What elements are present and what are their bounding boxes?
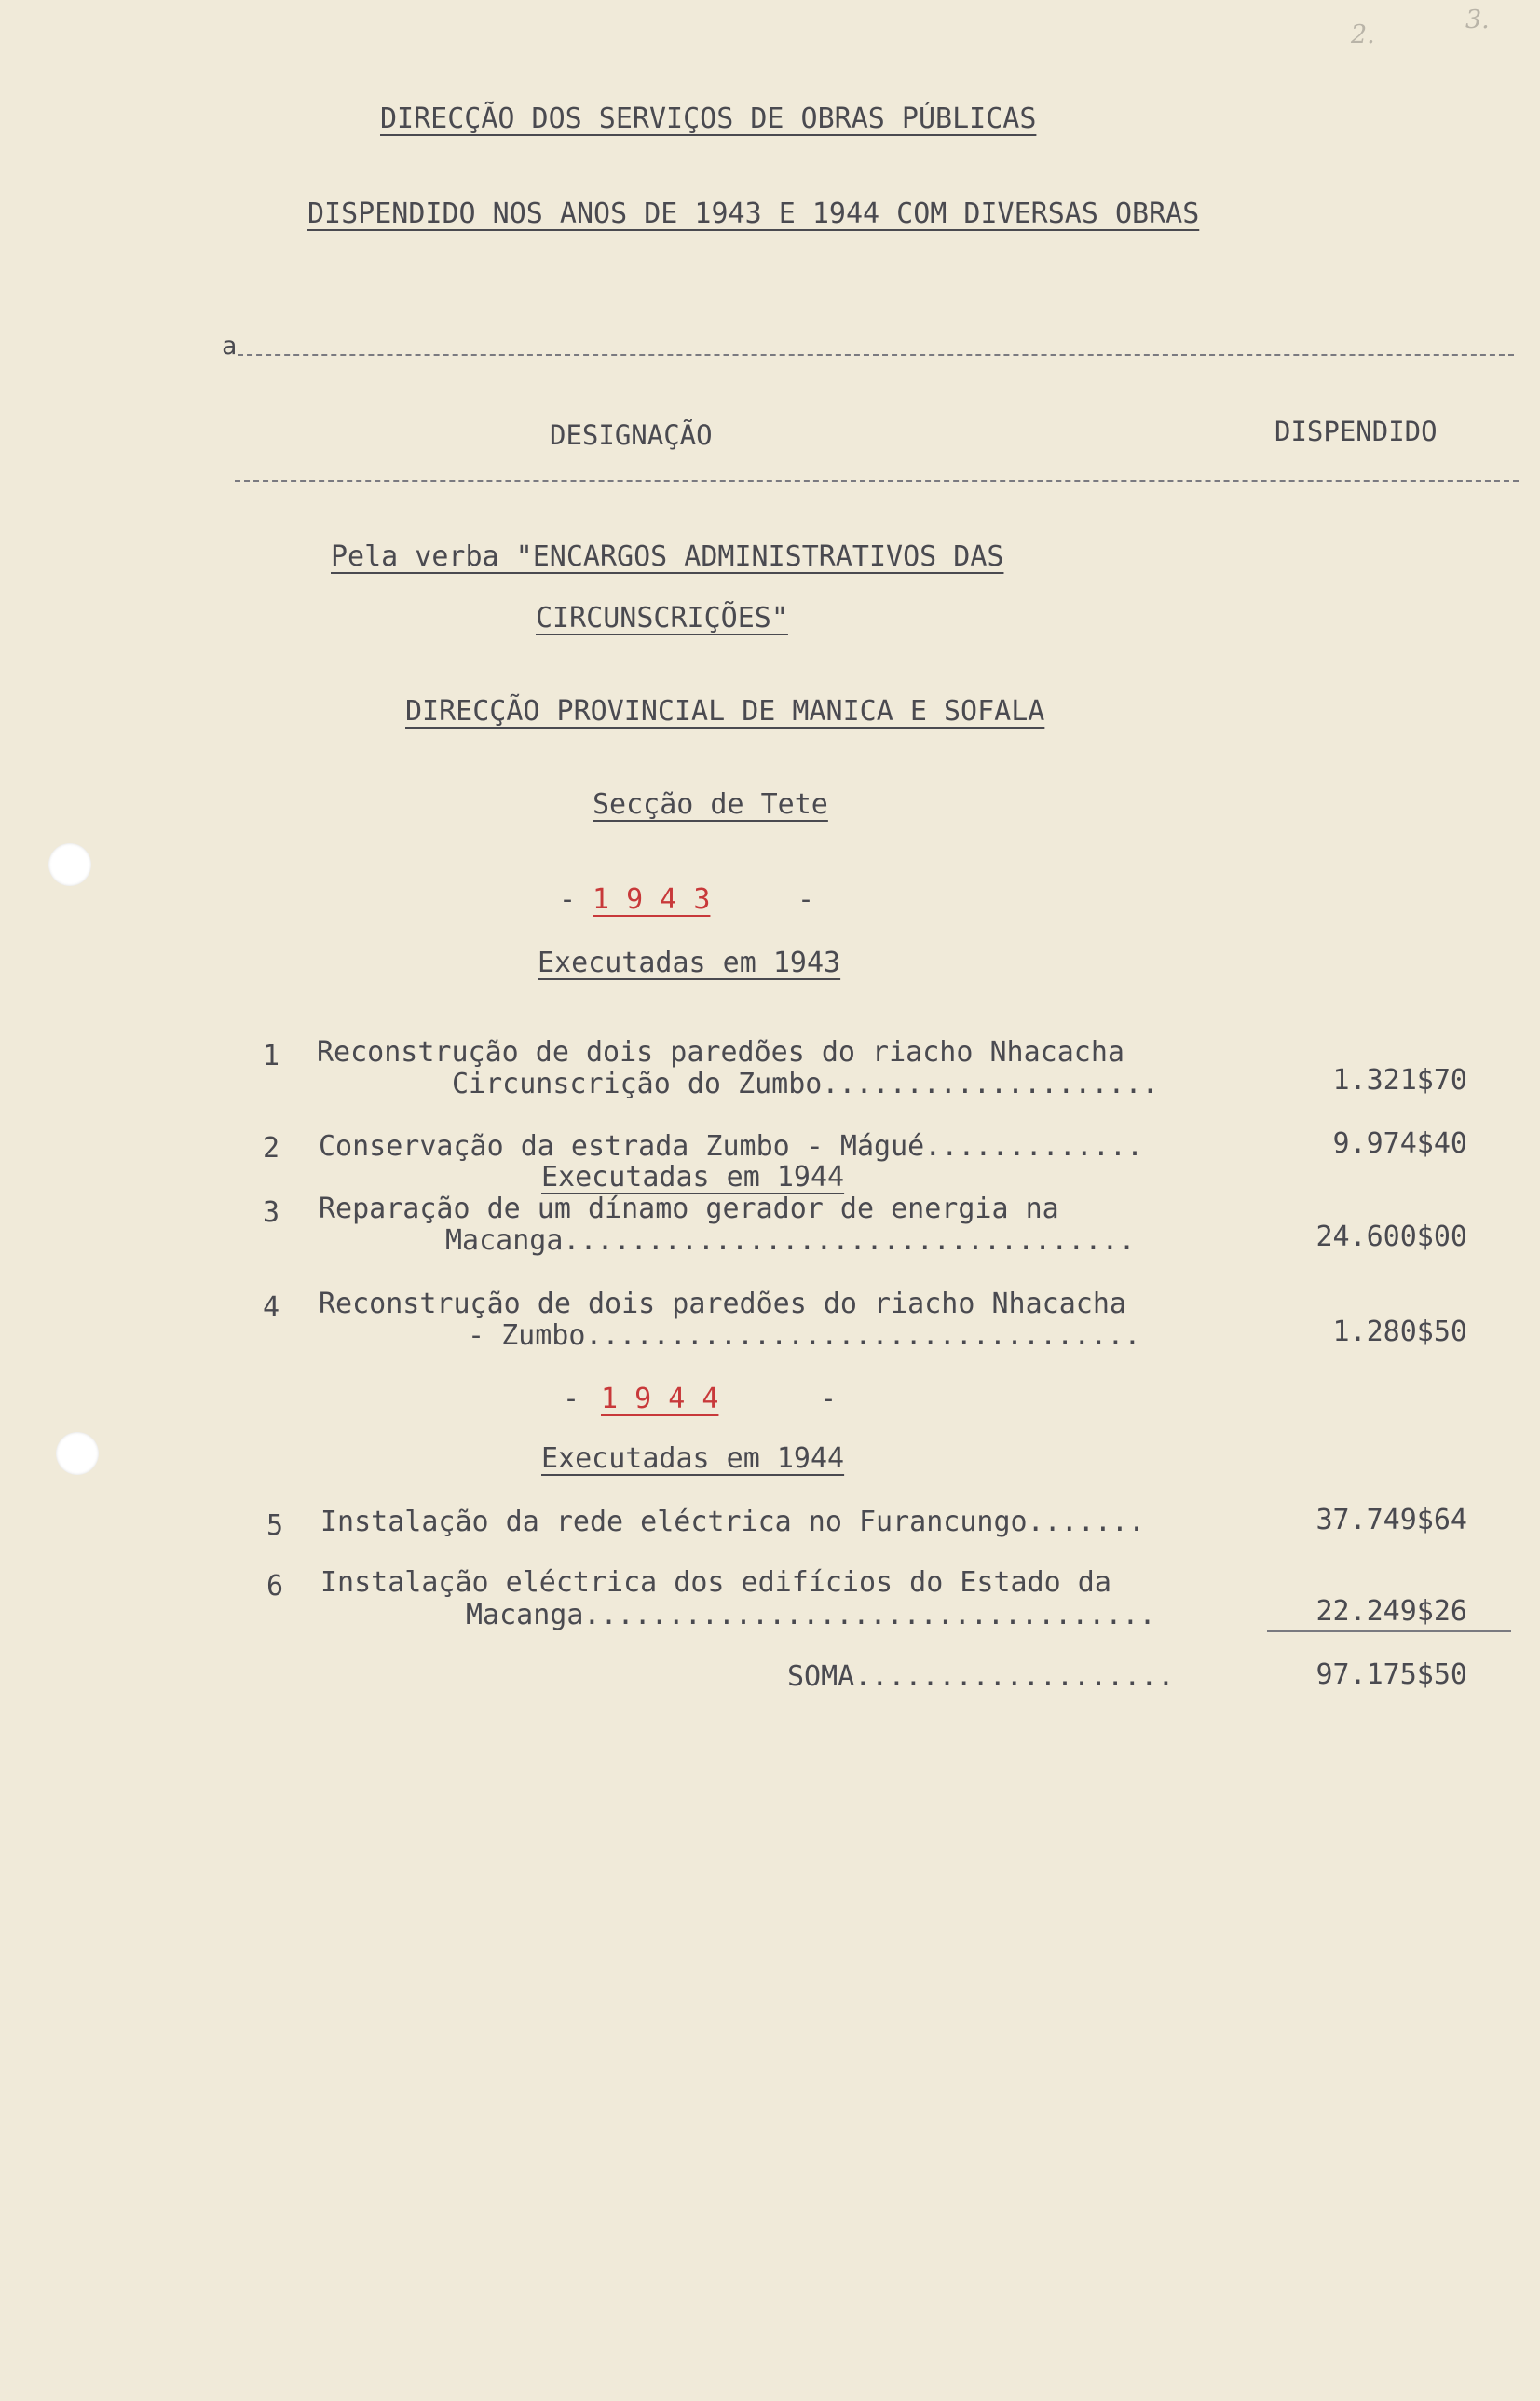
margin-mark: a <box>222 332 238 361</box>
item-number: 3 <box>263 1196 280 1229</box>
item-number: 1 <box>263 1040 280 1072</box>
direccao-provincial: DIRECÇÃO PROVINCIAL DE MANICA E SOFALA <box>405 695 1045 728</box>
section-heading-1943: Executadas em 1943 <box>538 947 841 979</box>
punch-hole-top <box>48 843 91 886</box>
total-amount: 97.175$50 <box>1315 1658 1467 1691</box>
section-heading-1944: Executadas em 1944 <box>541 1442 845 1475</box>
year-dash-left: - <box>563 1383 580 1415</box>
item-amount: 22.249$26 <box>1315 1595 1467 1628</box>
verba-line-1: Pela verba "ENCARGOS ADMINISTRATIVOS DAS <box>331 540 1004 573</box>
seccao: Secção de Tete <box>593 788 828 821</box>
item-number: 2 <box>263 1132 280 1165</box>
item-description: Reparação de um dínamo gerador de energia na <box>319 1193 1059 1225</box>
total-label: SOMA................... <box>787 1660 1175 1693</box>
item-amount: 37.749$64 <box>1315 1504 1467 1536</box>
item-description: Instalação da rede eléctrica no Furancungo....... <box>320 1506 1146 1538</box>
item-amount: 1.280$50 <box>1332 1316 1467 1348</box>
column-header-spent: DISPENDIDO <box>1274 416 1438 447</box>
column-header-designation: DESIGNAÇÃO <box>550 419 713 451</box>
section-heading-1944-inline: Executadas em 1944 <box>541 1161 845 1194</box>
rule-top <box>238 354 1514 356</box>
year-1944: 1 9 4 4 <box>601 1383 719 1415</box>
sum-rule <box>1267 1630 1511 1632</box>
page-title: DIRECÇÃO DOS SERVIÇOS DE OBRAS PÚBLICAS <box>380 102 1037 135</box>
year-dash-left: - <box>559 883 577 916</box>
item-amount: 24.600$00 <box>1315 1221 1467 1253</box>
item-description-cont: Circunscrição do Zumbo.................... <box>452 1068 1159 1100</box>
corner-mark: 3. <box>1465 6 1490 34</box>
year-dash-right: - <box>797 883 815 916</box>
item-number: 4 <box>263 1291 280 1324</box>
item-amount: 1.321$70 <box>1332 1064 1467 1097</box>
item-description: Instalação eléctrica dos edifícios do Estado da <box>320 1566 1111 1599</box>
item-description: Reconstrução de dois paredões do riacho Nhacacha <box>317 1036 1124 1069</box>
corner-mark: 2. <box>1351 20 1375 49</box>
item-description-cont: Macanga.................................. <box>466 1599 1156 1631</box>
item-description-cont: Macanga.................................. <box>445 1224 1136 1257</box>
punch-hole-bottom <box>56 1432 99 1475</box>
verba-line-2: CIRCUNSCRIÇÕES" <box>536 602 788 634</box>
item-description: Conservação da estrada Zumbo - Mágué............. <box>319 1130 1144 1163</box>
year-dash-right: - <box>820 1383 838 1415</box>
rule-columns <box>235 480 1519 482</box>
item-number: 5 <box>266 1509 284 1542</box>
item-description-cont: - Zumbo................................. <box>468 1319 1141 1352</box>
page-subtitle: DISPENDIDO NOS ANOS DE 1943 E 1944 COM DIVERSAS OBRAS <box>307 198 1200 230</box>
item-amount: 9.974$40 <box>1332 1127 1467 1160</box>
item-number: 6 <box>266 1570 284 1603</box>
item-description: Reconstrução de dois paredões do riacho Nhacacha <box>319 1288 1126 1320</box>
year-1943: 1 9 4 3 <box>593 883 711 916</box>
